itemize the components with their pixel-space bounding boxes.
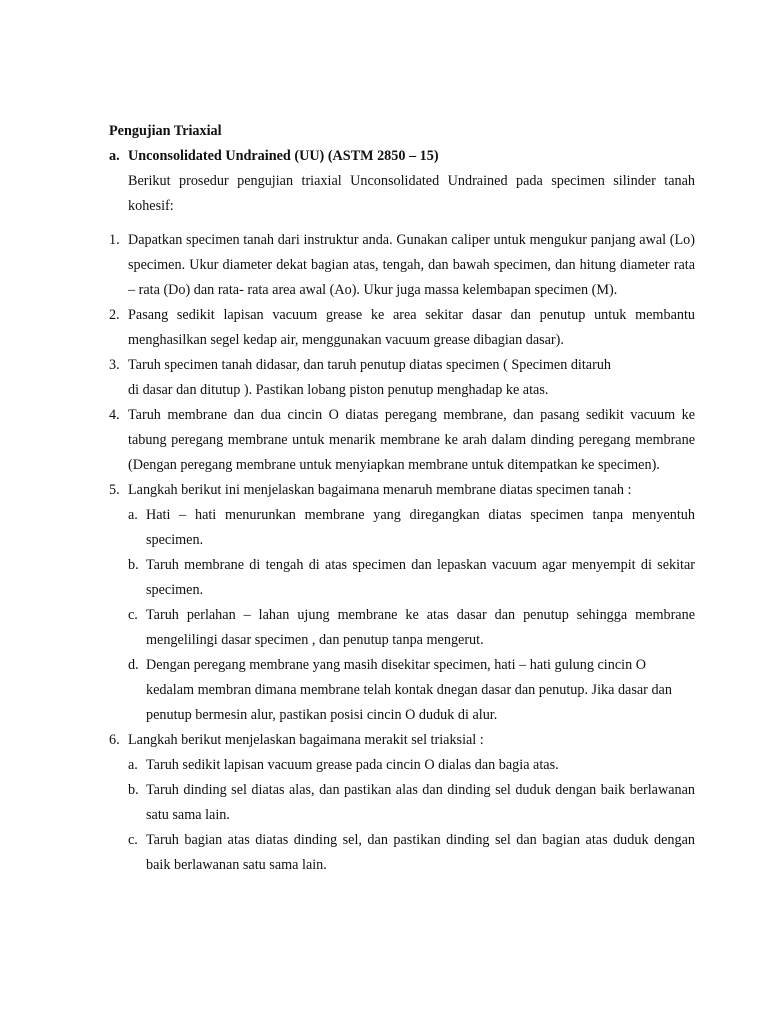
step-number: 2.	[109, 307, 120, 323]
step-text: Dapatkan specimen tanah dari instruktur anda. Gunakan caliper untuk mengukur panjang awal (Lo) specimen. Ukur diameter dekat bagian atas, tengah, dan bawah specimen, dan hitung diameter rata – rata (Do) dan rata- rata area awal (Ao). Ukur juga massa kelembapan specimen (M).	[128, 232, 695, 298]
document-title: Pengujian Triaxial	[109, 123, 222, 139]
sub-step-letter: c.	[128, 607, 138, 623]
sub-step-text: Taruh membrane di tengah di atas specimen dan lepaskan vacuum agar menyempit di sekitar specimen.	[146, 557, 695, 598]
step-6	[109, 728, 695, 753]
sub-step-text: Hati – hati menurunkan membrane yang diregangkan diatas specimen tanpa menyentuh specimen.	[146, 507, 695, 548]
step-5-sub-c	[128, 603, 695, 653]
step-4	[109, 403, 695, 478]
sub-step-text: Dengan peregang membrane yang masih disekitar specimen, hati – hati gulung cincin O kedalam membran dimana membrane telah kontak dnegan dasar dan penutup. Jika dasar dan penutup bermesin alur, pastikan posisi cincin O duduk di alur.	[146, 657, 672, 723]
step-6-sub-b	[128, 778, 695, 828]
sub-step-text: Taruh perlahan – lahan ujung membrane ke atas dasar dan penutup sehingga membrane mengelilingi dasar specimen , dan penutup tanpa mengerut.	[146, 607, 695, 648]
step-5-sub-a	[128, 503, 695, 553]
step-5	[109, 478, 695, 503]
section-heading	[109, 144, 695, 169]
step-text: Pasang sedikit lapisan vacuum grease ke area sekitar dasar dan penutup untuk membantu menghasilkan segel kedap air, menggunakan vacuum grease dibagian dasar).	[128, 307, 695, 348]
section-letter: a.	[109, 148, 120, 164]
sub-step-text: Taruh sedikit lapisan vacuum grease pada cincin O dialas dan bagia atas.	[146, 757, 559, 773]
step-6-sub-c	[128, 828, 695, 878]
sub-step-letter: b.	[128, 782, 139, 798]
step-text: Taruh membrane dan dua cincin O diatas peregang membrane, dan pasang sedikit vacuum ke tabung peregang membrane untuk menarik membrane ke arah dalam dinding peregang membrane (Dengan peregang membrane untuk menyiapkan membrane untuk ditempatkan ke specimen).	[128, 407, 695, 473]
sub-step-letter: c.	[128, 832, 138, 848]
section-intro: Berikut prosedur pengujian triaxial Unconsolidated Undrained pada specimen silinder tanah kohesif:	[128, 173, 695, 214]
sub-step-text: Taruh bagian atas diatas dinding sel, dan pastikan dinding sel dan bagian atas duduk dengan baik berlawanan satu sama lain.	[146, 832, 695, 873]
step-text: Langkah berikut menjelaskan bagaimana merakit sel triaksial :	[128, 732, 484, 748]
step-number: 3.	[109, 357, 120, 373]
step-5-sub-d	[128, 653, 695, 728]
document-body	[109, 119, 695, 878]
step-1	[109, 228, 695, 303]
step-number: 5.	[109, 482, 120, 498]
section-heading-text: Unconsolidated Undrained (UU) (ASTM 2850 – 15)	[128, 148, 439, 164]
step-text-line2: di dasar dan ditutup ). Pastikan lobang piston penutup menghadap ke atas.	[128, 382, 549, 398]
step-text: Langkah berikut ini menjelaskan bagaimana menaruh membrane diatas specimen tanah :	[128, 482, 632, 498]
sub-step-text: Taruh dinding sel diatas alas, dan pastikan alas dan dinding sel duduk dengan baik berlawanan satu sama lain.	[146, 782, 695, 823]
sub-step-letter: d.	[128, 657, 139, 673]
sub-step-letter: a.	[128, 757, 138, 773]
step-number: 6.	[109, 732, 120, 748]
sub-step-letter: a.	[128, 507, 138, 523]
sub-step-letter: b.	[128, 557, 139, 573]
step-text-line1: Taruh specimen tanah didasar, dan taruh penutup diatas specimen ( Specimen ditaruh	[128, 357, 612, 373]
step-5-sub-b	[128, 553, 695, 603]
step-3	[109, 353, 695, 403]
step-2	[109, 303, 695, 353]
step-6-sub-a	[128, 753, 695, 778]
step-number: 4.	[109, 407, 120, 423]
step-number: 1.	[109, 232, 120, 248]
